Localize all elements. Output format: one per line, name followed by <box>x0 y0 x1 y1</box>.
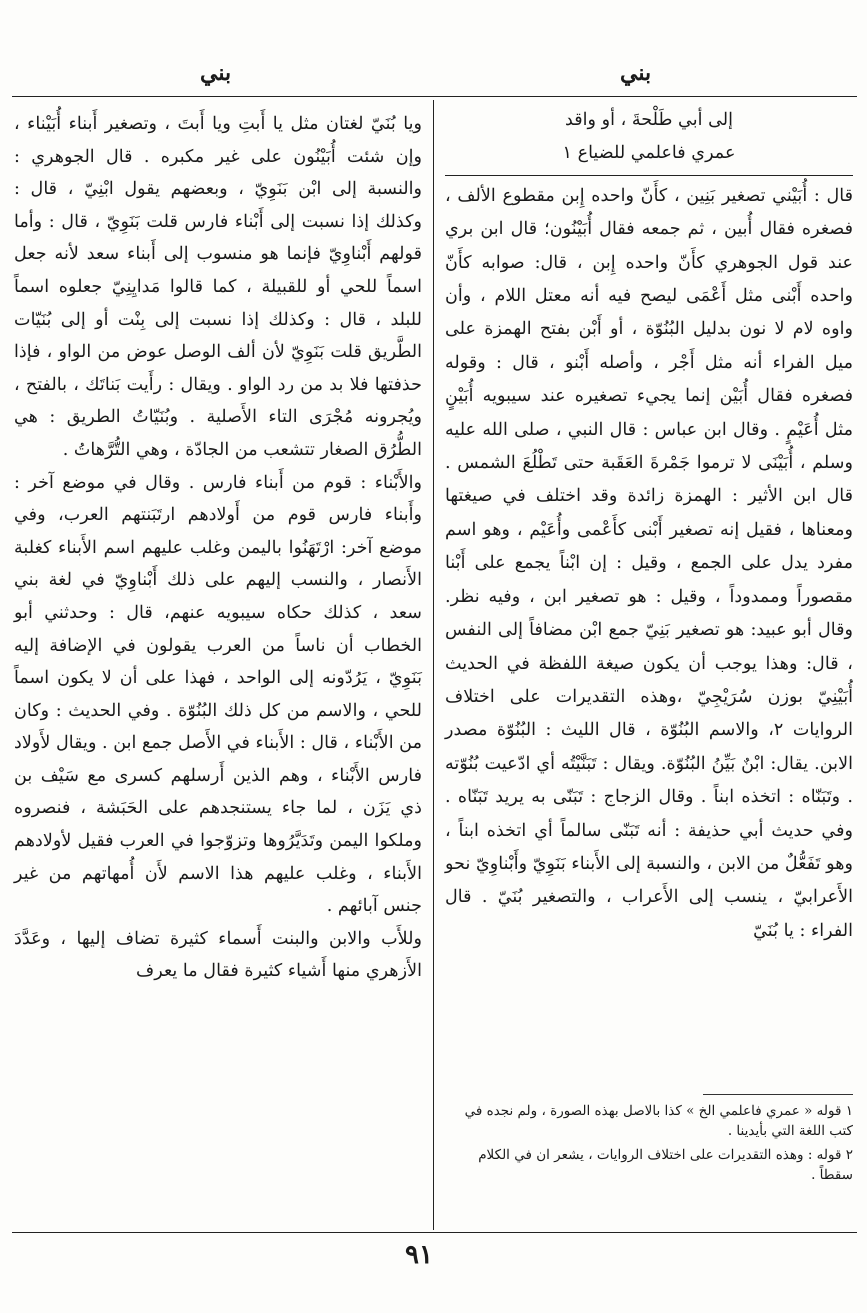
footnotes <box>445 1094 853 1189</box>
left-paragraph-1: ويا بُنَيّ لغتان مثل يا أَبتِ ويا أَبتَ ، وتصغير أَبناء أُبَيْناء ، وإن شئت أُبَيْنُون على غير مكبره . قال الجوهري : والنسبة إلى ابْن بَنَوِيّ ، وبعضهم يقول ابْنِيّ ، قال : وكذلك إذا نسبت إلى أَبْناء فارس قلت بَنَوِيّ ، قال : وأما قولهم أَبْناوِيّ فإنما هو منسوب إلى أَبناء سعد لأنه جعل اسماً للحي أو للقبيلة ، كما قالوا مَدايِنِيّ جعلوه اسماً للبلد ، قال : وكذلك إذا نسبت إلى بِنْت أو إلى بُنَيّات الطَّريق قلت بَنَوِيّ لأن ألف الوصل عوض من الواو ، فإذا حذفتها فلا بد من رد الواو . ويقال : رأَيت بَناتَك ، بالفتح ، ويُجرونه مُجْرَى التاء الأَصلية . وبُنَيّاتُ الطريق : هي الطُّرُق الصغار تتشعب من الجادّة ، وهي التُّرَّهاتُ . <box>14 114 422 460</box>
right-column <box>445 104 853 948</box>
footnote-1: ١ قوله « عمري فاعلمي الخ » كذا بالاصل بهذه الصورة ، ولم نجده في كتب اللغة التي بأيدينا . <box>464 1103 853 1139</box>
footnote-2: ٢ قوله : وهذه التقديرات على اختلاف الروايات ، يشعر ان في الكلام سقطاً . <box>478 1147 853 1183</box>
verse-separator <box>445 175 853 176</box>
verse-line-2: عمري فاعلمي للضياع ١ <box>562 143 736 164</box>
left-paragraph-3: وللأَب والابن والبنت أَسماء كثيرة تضاف إليها ، وعَدَّدَ الأَزهري منها أَشياء كثيرة فقال ما يعرف <box>14 928 422 982</box>
page-number: ٩١ <box>405 1240 433 1270</box>
left-paragraph-2: والأَبْناء : قوم من أَبناء فارس . وقال في موضع آخر : وأَبناء فارس قوم من أَولادهم ارتَبَنتهم العرب، وفي موضع آخر: ارْتَهَنُوا باليمن وغلب عليهم اسم الأَبناء كغلبة الأَنصار ، والنسب إليهم على ذلك أَبْناوِيّ في لغة بني سعد ، كذلك حكاه سيبويه عنهم، قال : وحدثني أبو الخطاب أن ناساً من العرب يقولون في الإضافة إليه بَنَوِيّ ، يَرُدّونه إلى الواحد ، فهذا على أن لا يكون اسماً للحي ، والاسم من كل ذلك البُنُوّة . وفي الحديث : وكان من الأَبْناء ، قال : الأَبناء في الأَصل جمع ابن . ويقال لأَولاد فارس الأَبْناء ، وهم الذين أَرسلهم كسرى مع سَيْف بن ذي يَزَن ، لما جاء يستنجدهم على الحَبَشة ، فنصروه وملكوا اليمن وتَدَيَّرُوها وتزوّجوا في العرب فقيل لأولادهم الأَبناء ، وغلب عليهم هذا الاسم لأَن أُمهاتهم من غير جنس آبائهم . <box>14 472 422 917</box>
right-column-body: قال : أُبَيْني تصغير بَنِين ، كأَنّ واحده إِبن مقطوع الألف ، فصغره فقال أُبين ، ثم جمعه فقال أُبَيْنُون؛ قال ابن بري عند قول الجوهري كأَنّ واحده إِبن ، قال: صوابه كأَنّ واحده أَبْنى مثل أَعْمَى ليصح فيه أنه معتل اللام ، وأن واوه لام لا نون بدليل البُنُوّة ، أو أَبْن بفتح الهمزة على ميل الفراء أنه مثل أَجْر ، وأصله أَبْنو ، قال : وقوله فصغره فقال أُبَيْن إنما يجيء تصغيره عند سيبويه أُبَيْنٍ مثل أُعَيْمٍ . وقال ابن عباس : قال النبي ، صلى الله عليه وسلم ، أُبَيْنَى لا ترموا جَمْرةَ العَقَبة حتى تَطْلُعَ الشمس . قال ابن الأثير : الهمزة زائدة وقد اختلف في صيغتها ومعناها ، فقيل إنه تصغير أَبْنى كأَعْمى وأُعَيْم ، وهو اسم مفرد يدل على الجمع ، وقيل : إن ابْناً يجمع على أَبْنا مقصوراً وممدوداً ، وقيل : هو تصغير ابن ، وفيه نظر. وقال أبو عبيد: هو تصغير بَنِيّ جمع ابْن مضافاً إلى النفس ، قال: وهذا يوجب أن يكون صيغة اللفظة في الحديث أُبَيْنِيّ بوزن سُرَيْجِيّ ،وهذه التقديرات على اختلاف الروايات ٢، والاسم البُنُوّة ، قال الليث : البُنُوّة مصدر الابن. يقال: ابْنٌ بَيِّنُ البُنُوّة. ويقال : تَبَنَّيْتُه أي ادّعيت بُنُوّته . وتَبَنّاه : اتخذه ابناً . وقال الزجاج : تَبَنّى به يريد تَبَنّاه . وفي حديث أبي حذيفة : أنه تَبَنّى سالماً أي اتخذه ابناً ، وهو تَفَعُّلٌ من الابن ، والنسبة إلى الأَبناء بَنَوِيّ وأَبْناوِيّ نحو الأَعرابيّ ، ينسب إلى الأَعراب ، والتصغير بُنَيّ . قال الفراء : يا بُنَيّ <box>445 185 853 941</box>
left-column <box>14 108 422 988</box>
footnote-rule <box>703 1094 853 1095</box>
header-rule <box>12 96 857 97</box>
footer-rule <box>12 1232 857 1233</box>
running-headword-left: بني <box>200 60 232 86</box>
verse-line-1: إلى أبي طَلْحةَ ، أو واقد <box>564 110 734 130</box>
column-divider <box>433 100 434 1230</box>
running-headword-right: بني <box>620 60 652 86</box>
